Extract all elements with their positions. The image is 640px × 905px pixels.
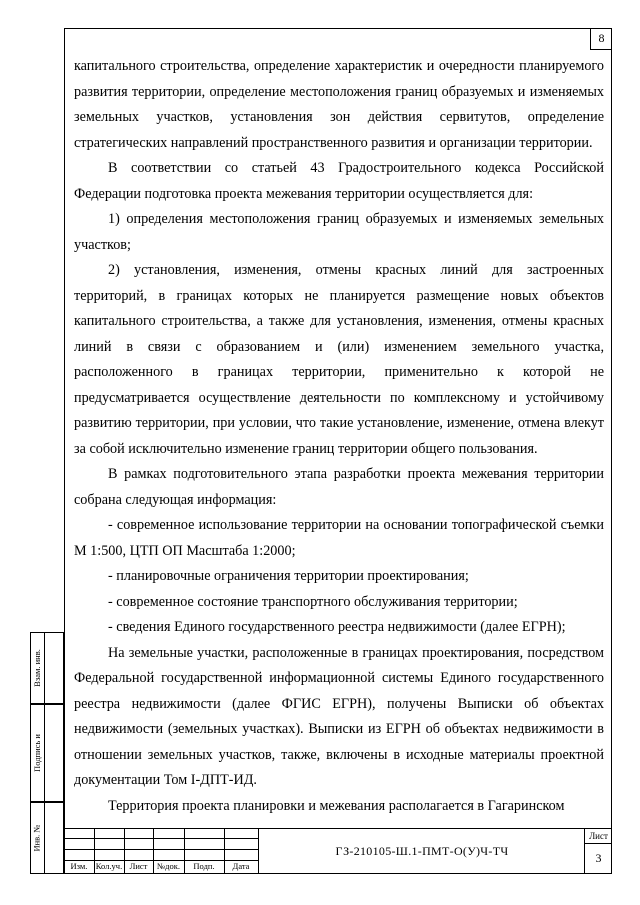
title-block (64, 828, 612, 874)
paragraph: - сведения Единого государственного реестра недвижимости (далее ЕГРН); (108, 619, 566, 635)
col-list: Лист (129, 861, 148, 871)
stamp-label-signature: Подпись и (32, 734, 43, 772)
revision-grid (64, 829, 258, 874)
paragraph: - современное состояние транспортного обслуживания территории; (108, 593, 518, 610)
sheet-cell (584, 829, 612, 874)
col-koluch: Кол.уч. (95, 861, 123, 871)
paragraph: 1) определения местоположения границ образуемых и изменяемых земельных участков; (74, 211, 604, 253)
paragraph: капитального строительства, определение характеристик и очередности планируемого развития территории, определение местоположения границ образуемых и изменяемых земельных участков, установления зон действия сервитутов, определение стратегических направлений пространственного развития и организации территории. (74, 58, 604, 151)
paragraph: На земельные участки, расположенные в границах проектирования, посредством Федеральной государственной информационной системы Единого государственного реестра недвижимости (далее ФГИС ЕГРН), получены Выписки об объектах недвижимости (земельных участках). Выписки из ЕГРН об объектах недвижимости в отношении земельных участков, также, включены в исходные материалы проектной документации Том I-ДПТ-ИД. (74, 644, 604, 788)
stamp-label-replacement: Взам. инв. (32, 649, 43, 687)
sheet-number: 3 (595, 851, 602, 865)
document-code: ГЗ-210105-Ш.1-ПМТ-О(У)Ч-ТЧ (258, 829, 585, 874)
paragraph: Территория проекта планировки и межевания располагается в Гагаринском (108, 797, 565, 814)
paragraph: В соответствии со статьей 43 Градостроительного кодекса Российской Федерации подготовка проекта межевания территории осуществляется для: (74, 160, 604, 202)
paragraph: - современное использование территории на основании топографической съемки М 1:500, ЦТП ОП Масштаба 1:2000; (74, 517, 604, 559)
col-data: Дата (232, 861, 250, 871)
stamp-label-inventory: Инв. № (32, 824, 42, 852)
paragraph: В рамках подготовительного этапа разработки проекта межевания территории собрана следующая информация: (74, 466, 604, 508)
page-number-top: 8 (590, 28, 612, 50)
body-text (74, 54, 604, 819)
col-podp: Подп. (193, 861, 215, 871)
paragraph: - планировочные ограничения территории проектирования; (108, 568, 469, 584)
col-ndok: №док. (157, 861, 180, 871)
sheet-label: Лист (585, 829, 612, 844)
paragraph: 2) установления, изменения, отмены красных линий для застроенных территорий, в границах которых не планируется размещение новых объектов капитального строительства, а также для установления, изменения, отмены красных линий в связи с образованием и (или) изменением земельного участка, расположенного в границах территории, применительно к которой не предусматривается осуществление деятельности по комплексному и устойчивому развитию территории, при условии, что такие установление, изменение, отмена влекут за собой исключительно изменение границ территории общего пользования. (74, 262, 604, 457)
margin-stamp (30, 632, 64, 874)
col-izm: Изм. (70, 861, 88, 871)
